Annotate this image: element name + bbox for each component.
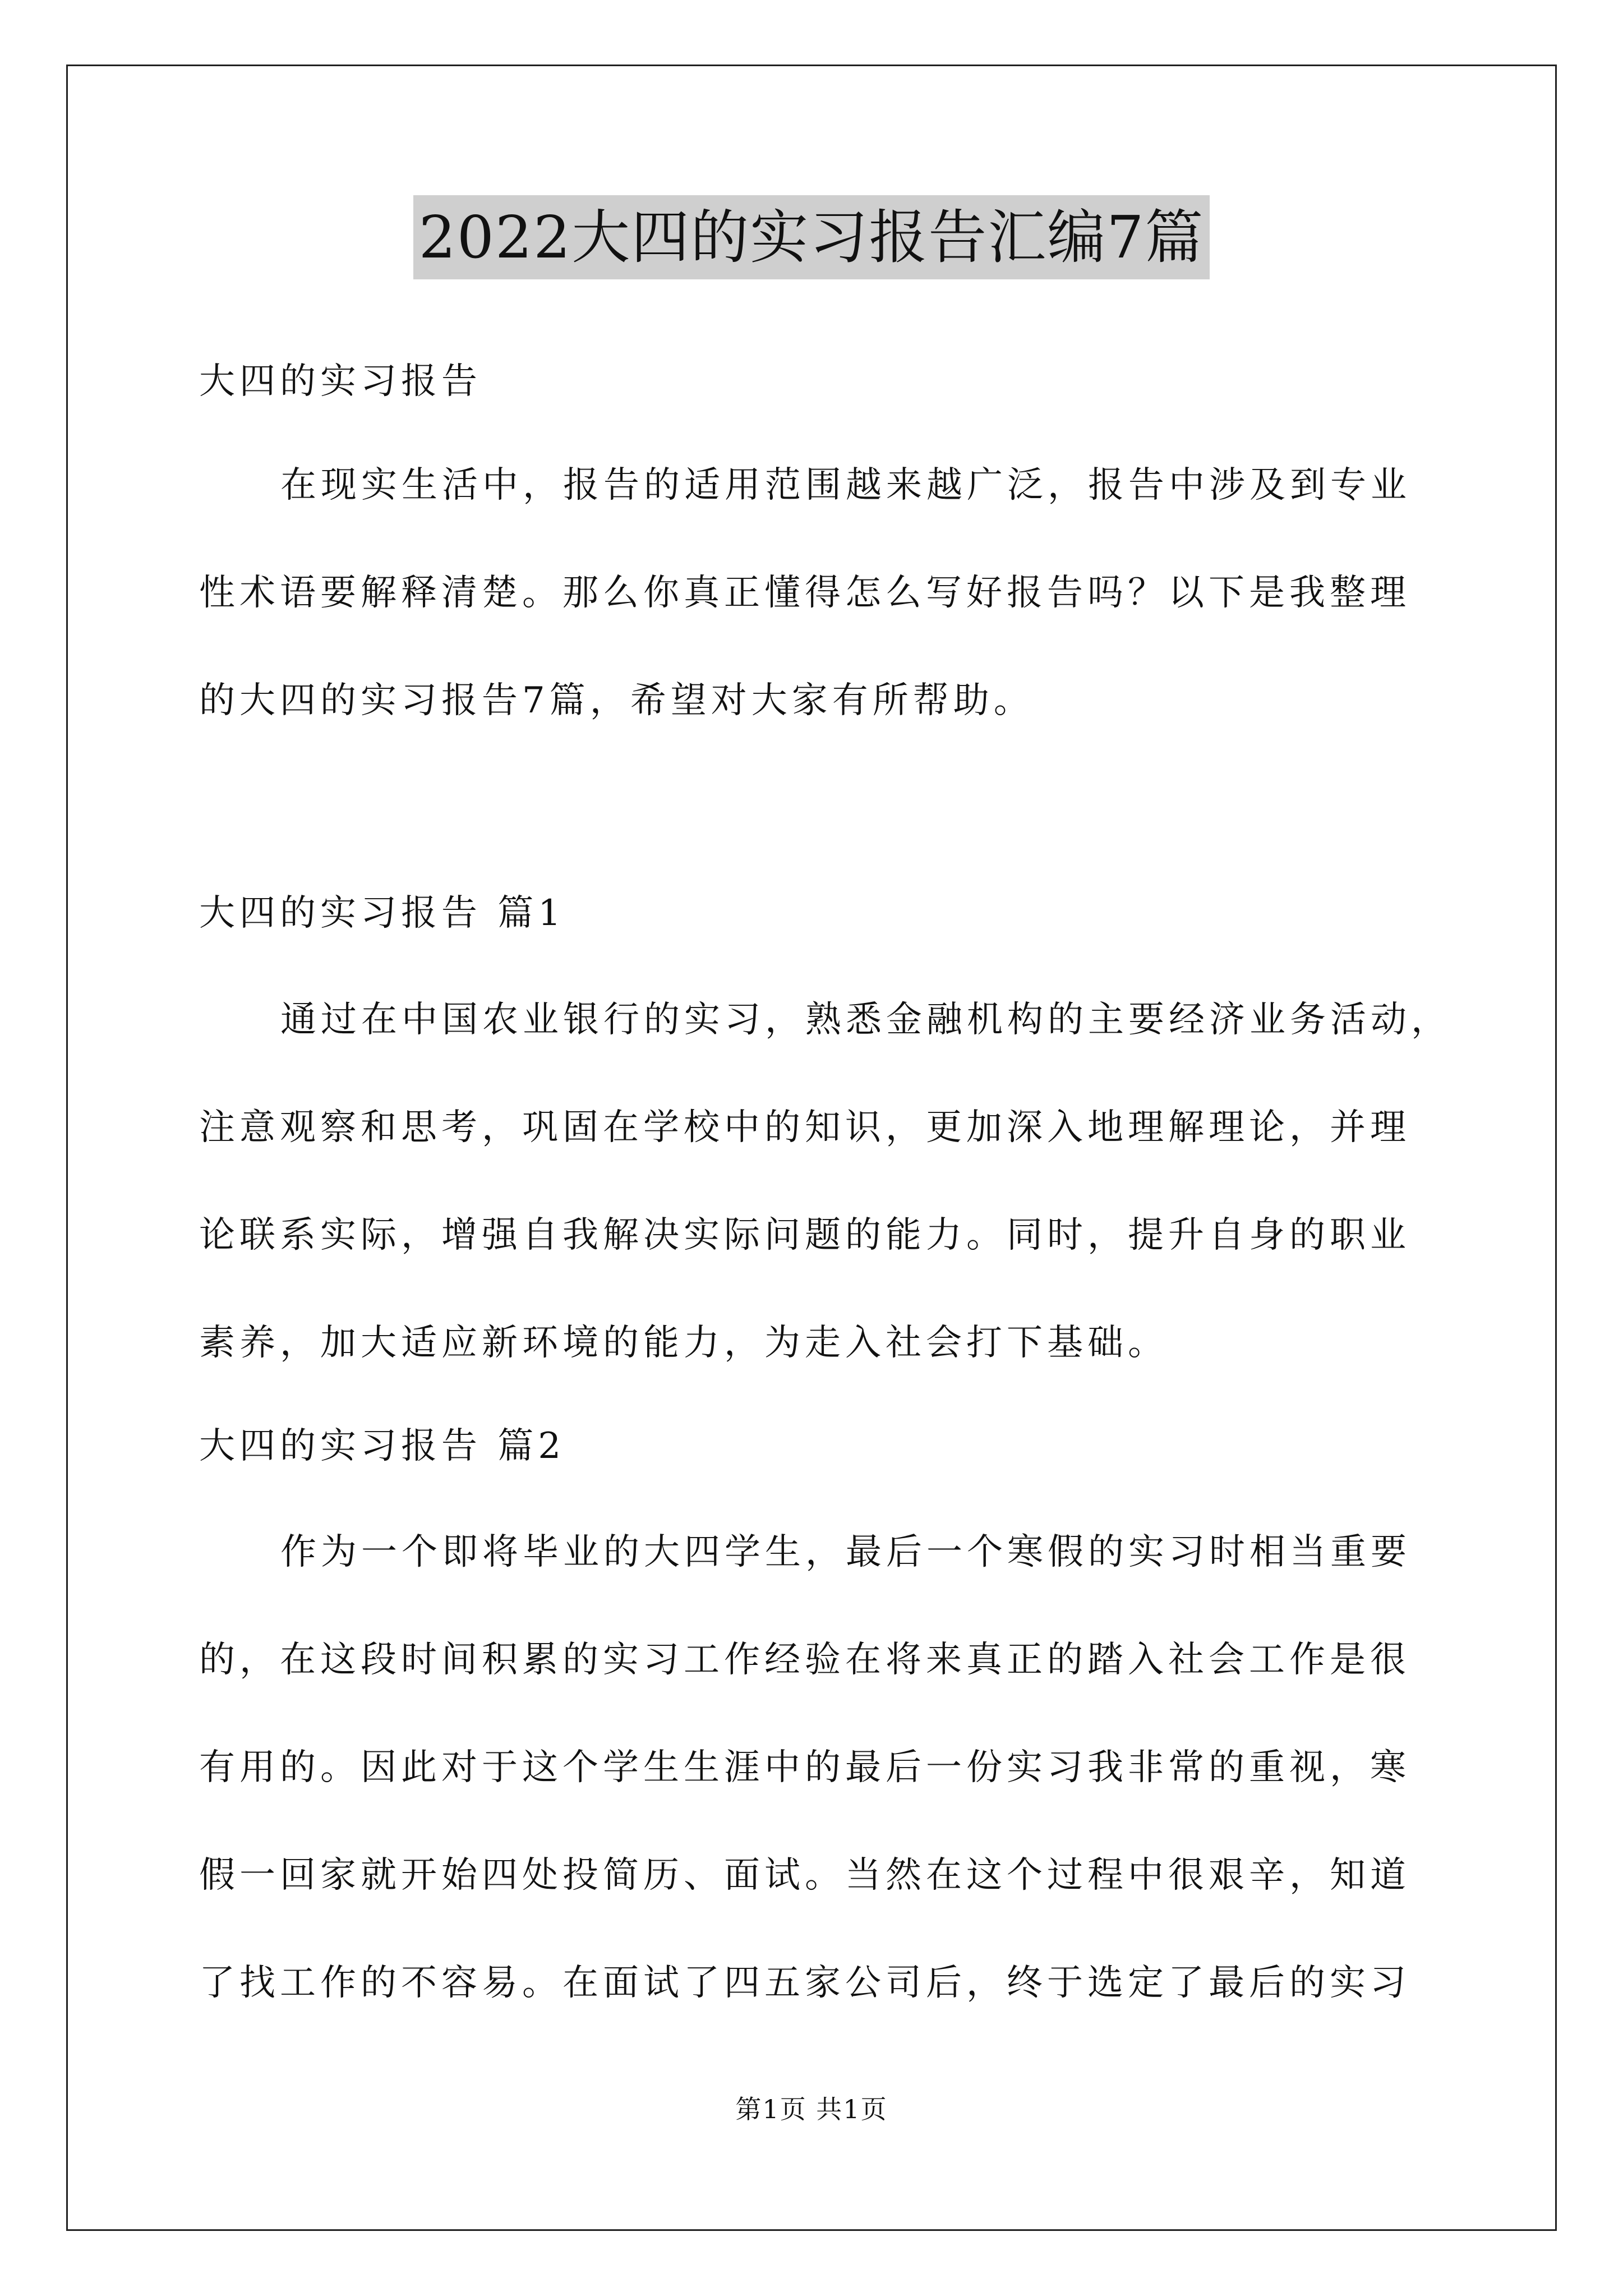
paragraph-line: 素养，加大适应新环境的能力，为走入社会打下基础。 bbox=[199, 1322, 1168, 1364]
paragraph-line: 性术语要解释清楚。那么你真正懂得怎么写好报告吗？以下是我整理 bbox=[199, 572, 1410, 614]
paragraph-line: 的，在这段时间积累的实习工作经验在将来真正的踏入社会工作是很 bbox=[199, 1639, 1410, 1681]
section-heading-part1: 大四的实习报告 篇1 bbox=[199, 892, 566, 934]
paragraph-line: 了找工作的不容易。在面试了四五家公司后，终于选定了最后的实习 bbox=[199, 1962, 1410, 2004]
paragraph-line: 通过在中国农业银行的实习，熟悉金融机构的主要经济业务活动， bbox=[280, 999, 1451, 1041]
section-heading-intro: 大四的实习报告 bbox=[199, 361, 482, 402]
title-container bbox=[0, 195, 1623, 279]
paragraph-line: 作为一个即将毕业的大四学生，最后一个寒假的实习时相当重要 bbox=[280, 1531, 1411, 1573]
paragraph-line: 在现实生活中，报告的适用范围越来越广泛，报告中涉及到专业 bbox=[280, 464, 1411, 506]
paragraph-line: 注意观察和思考，巩固在学校中的知识，更加深入地理解理论，并理 bbox=[199, 1107, 1410, 1148]
page-footer: 第1页 共1页 bbox=[735, 2094, 888, 2124]
paragraph-line: 的大四的实习报告7篇，希望对大家有所帮助。 bbox=[199, 680, 1034, 721]
paragraph-line: 假一回家就开始四处投简历、面试。当然在这个过程中很艰辛，知道 bbox=[199, 1855, 1410, 1896]
paragraph-line: 有用的。因此对于这个学生生涯中的最后一份实习我非常的重视，寒 bbox=[199, 1747, 1410, 1788]
document-title: 2022大四的实习报告汇编7篇 bbox=[413, 195, 1210, 279]
paragraph-line: 论联系实际，增强自我解决实际问题的能力。同时，提升自身的职业 bbox=[199, 1214, 1410, 1256]
section-heading-part2: 大四的实习报告 篇2 bbox=[199, 1425, 566, 1467]
